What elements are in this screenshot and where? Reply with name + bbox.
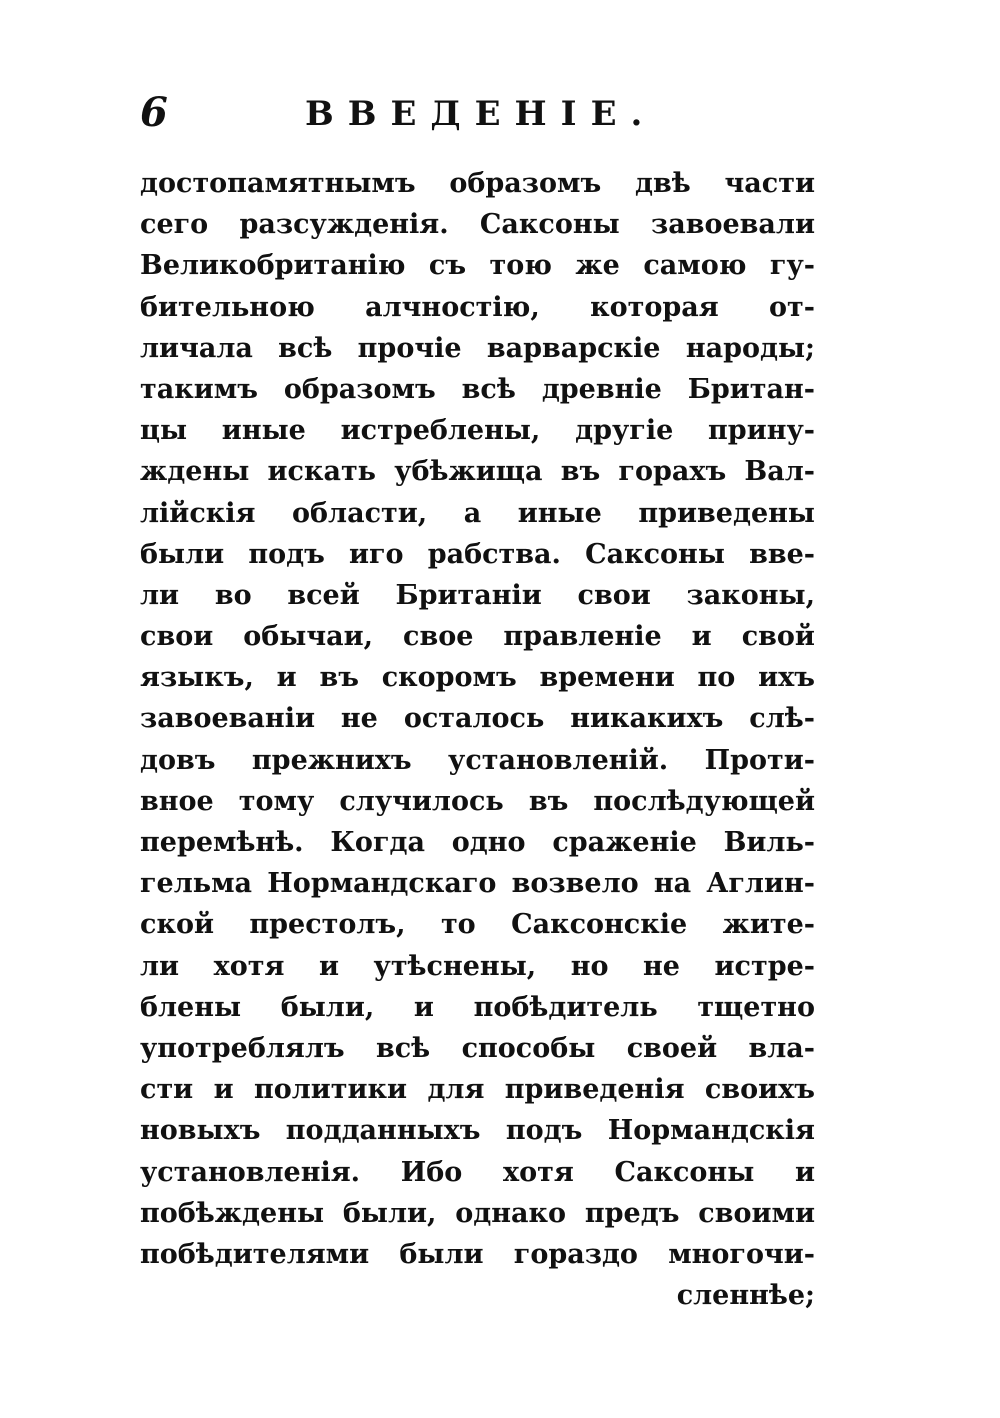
text-line: побѣдителями были гораздо многочи- bbox=[140, 1238, 815, 1270]
text-line: блены были, и побѣдитель тщетно bbox=[140, 991, 815, 1023]
text-line: достопамятнымъ образомъ двѣ части bbox=[140, 168, 815, 199]
running-head: ВВЕДЕНІЕ. bbox=[305, 94, 657, 134]
text-line: довъ прежнихъ установленій. Проти- bbox=[140, 744, 815, 776]
text-line: завоеваніи не осталось никакихъ слѣ- bbox=[140, 703, 815, 735]
text-line: лійскія области, а иные приведены bbox=[140, 497, 815, 529]
text-line: употреблялъ всѣ способы своей вла- bbox=[140, 1032, 815, 1064]
text-line: цы иные истреблены, другіе прину- bbox=[140, 415, 815, 447]
text-line: перемѣнѣ. Когда одно сраженіе Виль- bbox=[140, 827, 815, 858]
text-line: сти и политики для приведенія своихъ bbox=[140, 1074, 815, 1106]
text-line: личала всѣ прочіе варварскіе народы; bbox=[140, 332, 815, 364]
page-number: 6 bbox=[140, 89, 168, 136]
text-line: ли во всей Британіи свои законы, bbox=[140, 579, 815, 611]
text-line: языкъ, и въ скоромъ времени по ихъ bbox=[140, 662, 815, 694]
text-line: вное тому случилось въ послѣдующей bbox=[140, 785, 815, 817]
text-line: сего разсужденія. Саксоны завоевали bbox=[140, 209, 815, 241]
text-line: сленнѣе; bbox=[676, 1280, 815, 1312]
text-line: бительною алчностію, которая от- bbox=[140, 291, 815, 323]
text-line: такимъ образомъ всѣ древніе Британ- bbox=[140, 373, 815, 405]
text-line: побѣждены были, однако предъ своими bbox=[140, 1197, 815, 1229]
text-line: установленія. Ибо хотя Саксоны и bbox=[140, 1156, 815, 1188]
text-line: Великобританію съ тою же самою гу- bbox=[140, 250, 815, 282]
page-header bbox=[140, 88, 820, 138]
text-line: были подъ иго рабства. Саксоны вве- bbox=[140, 538, 815, 570]
text-line: свои обычаи, свое правленіе и свой bbox=[140, 621, 815, 653]
text-line: новыхъ подданныхъ подъ Нормандскія bbox=[140, 1115, 815, 1147]
text-line: ской престолъ, то Саксонскіе жите- bbox=[140, 909, 815, 941]
text-line: ждены искать убѣжища въ горахъ Вал- bbox=[140, 456, 815, 488]
text-line: гельма Нормандскаго возвело на Аглин- bbox=[140, 868, 815, 900]
text-line: ли хотя и утѣснены, но не истре- bbox=[140, 950, 815, 982]
body-text bbox=[140, 163, 815, 1316]
